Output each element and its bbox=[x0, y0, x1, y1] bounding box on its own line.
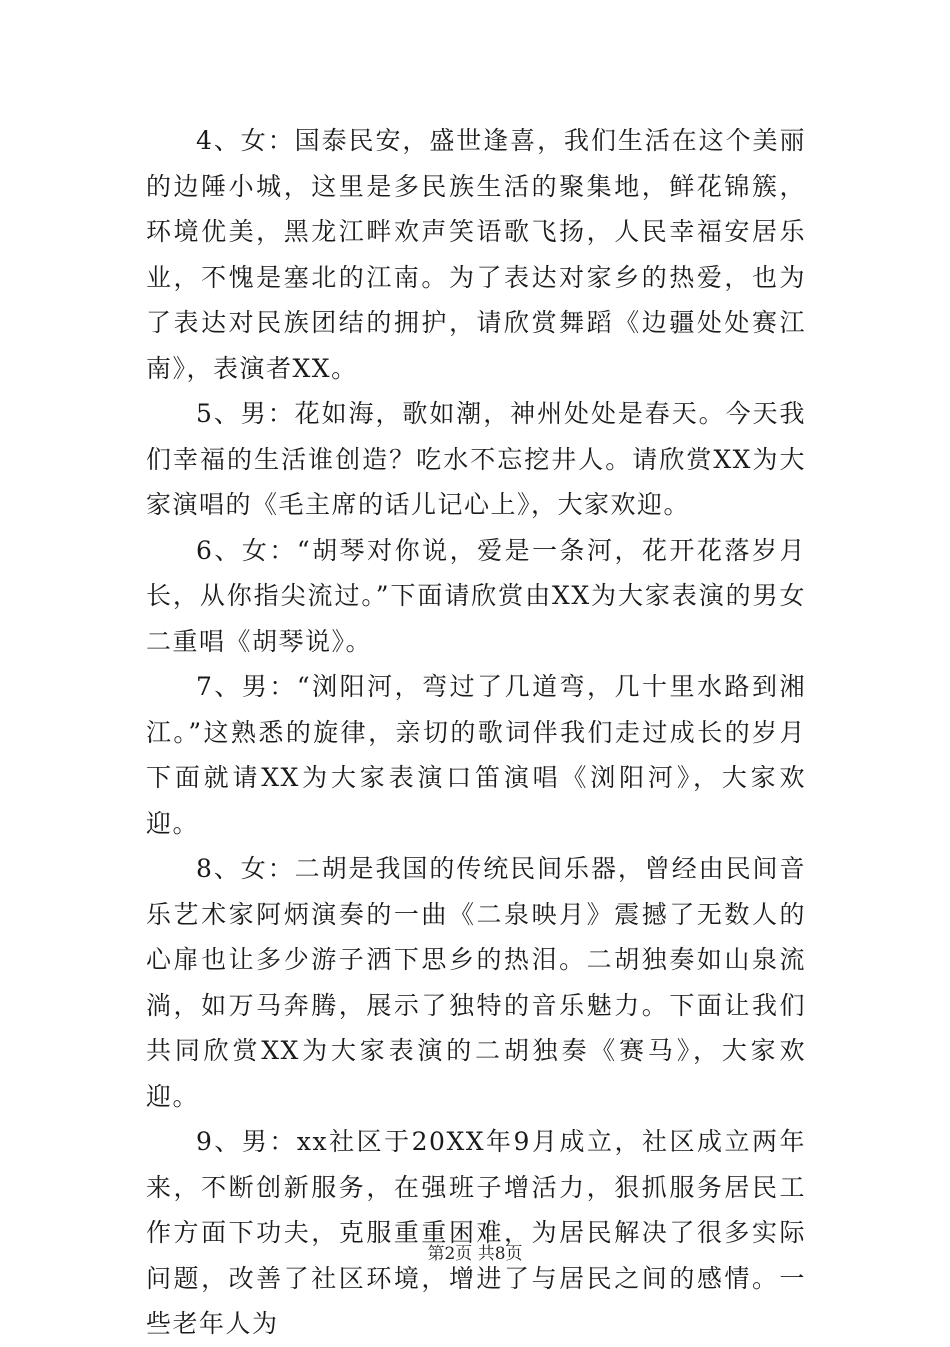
paragraph-9: 9、男：xx社区于20XX年9月成立，社区成立两年来，不断创新服务，在强班子增活力，狠抓服务居民工作方面下功夫，克服重重困难，为居民解决了很多实际问题，改善了社区环境，增进了与居民之间的感情。一些老年人为 bbox=[146, 1127, 806, 1338]
document-body bbox=[146, 118, 806, 1347]
paragraph-7: 7、男：“浏阳河，弯过了几道弯，几十里水路到湘江。”这熟悉的旋律，亲切的歌词伴我们走过成长的岁月下面就请XX为大家表演口笛演唱《浏阳河》，大家欢迎。 bbox=[146, 672, 806, 838]
paragraph-5: 5、男：花如海，歌如潮，神州处处是春天。今天我们幸福的生活谁创造？吃水不忘挖井人。请欣赏XX为大家演唱的《毛主席的话儿记心上》，大家欢迎。 bbox=[146, 399, 806, 519]
paragraph-6: 6、女：“胡琴对你说，爱是一条河，花开花落岁月长，从你指尖流过。”下面请欣赏由XX为大家表演的男女二重唱《胡琴说》。 bbox=[146, 535, 806, 656]
paragraph-8: 8、女：二胡是我国的传统民间乐器，曾经由民间音乐艺术家阿炳演奏的一曲《二泉映月》震撼了无数人的心扉也让多少游子洒下思乡的热泪。二胡独奏如山泉流淌，如万马奔腾，展示了独特的音乐魅力。下面让我们共同欣赏XX为大家表演的二胡独奏《赛马》，大家欢迎。 bbox=[146, 854, 806, 1111]
paragraph-4: 4、女：国泰民安，盛世逢喜，我们生活在这个美丽的边陲小城，这里是多民族生活的聚集地，鲜花锦簇，环境优美，黑龙江畔欢声笑语歌飞扬，人民幸福安居乐业，不愧是塞北的江南。为了表达对家乡的热爱，也为了表达对民族团结的拥护，请欣赏舞蹈《边疆处处赛江南》，表演者XX。 bbox=[146, 126, 806, 383]
page-number-footer: 第2页 共8页 bbox=[427, 1244, 523, 1264]
